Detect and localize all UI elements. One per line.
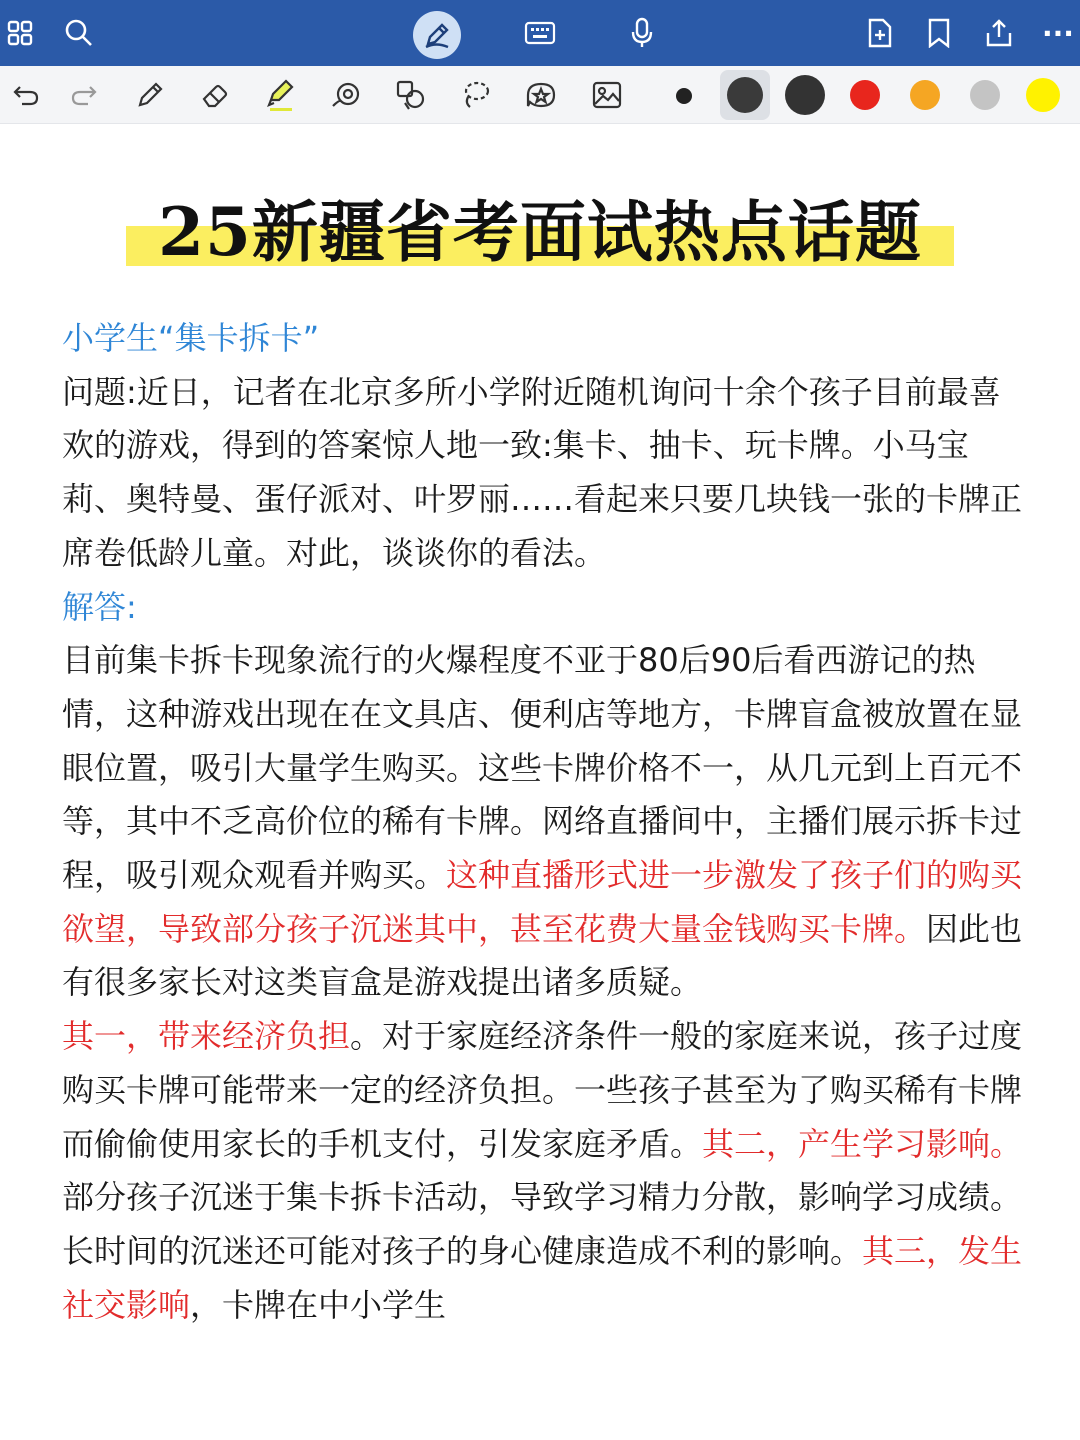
point3-heading: 其三，发生社交影响 bbox=[62, 1231, 1023, 1324]
color-red[interactable] bbox=[850, 80, 880, 110]
search-icon[interactable] bbox=[59, 13, 99, 53]
para1-text-a: 目前集卡拆卡现象流行的火爆程度不亚于80后90后看西游记的热情，这种游戏出现在在文具店、便利店等地方，卡牌盲盒被放置在显眼位置，吸引大量学生购买。这些卡牌价格不一，从几元到上百元不等，其中不乏高价位的稀有卡牌。网络直播间中，主播们展示拆卡过程，吸引观众观看并购买。 bbox=[62, 641, 1023, 895]
question-text: 问题:近日，记者在北京多所小学附近随机询问十余个孩子目前最喜欢的游戏，得到的答案惊人地一致:集卡、抽卡、玩卡牌。小马宝莉、奥特曼、蛋仔派对、叶罗丽……看起来只要几块钱一张的卡牌正席卷低龄儿童。对此，谈谈你的看法。 bbox=[62, 372, 1023, 572]
sticker-icon[interactable] bbox=[391, 75, 431, 115]
keyboard-icon[interactable] bbox=[520, 13, 560, 53]
color-light-gray[interactable] bbox=[970, 80, 1000, 110]
color-yellow[interactable] bbox=[1026, 78, 1060, 112]
shape-icon[interactable] bbox=[326, 75, 366, 115]
microphone-icon[interactable] bbox=[622, 13, 662, 53]
point2-heading: 其二，产生学习影响。 bbox=[702, 1124, 1023, 1163]
eraser-icon[interactable] bbox=[195, 75, 235, 115]
color-dark-gray[interactable] bbox=[727, 77, 763, 113]
note-page bbox=[0, 124, 1080, 1440]
answer-paragraph-2 bbox=[62, 1010, 1028, 1332]
color-charcoal[interactable] bbox=[785, 75, 825, 115]
redo-icon[interactable] bbox=[64, 75, 104, 115]
app-top-bar bbox=[0, 0, 1080, 66]
point1-text: 。对于家庭经济条件一般的家庭来说，孩子过度购买卡牌可能带来一定的经济负担。一些孩子甚至为了购买稀有卡牌而偷偷使用家长的手机支付，引发家庭矛盾。 bbox=[62, 1017, 1023, 1163]
grid-icon[interactable] bbox=[0, 13, 40, 53]
color-black-small[interactable] bbox=[676, 88, 692, 104]
highlighter-icon[interactable] bbox=[260, 75, 300, 115]
share-icon[interactable] bbox=[979, 13, 1019, 53]
pen-mode-icon[interactable] bbox=[413, 11, 461, 59]
point3-text: ，卡牌在中小学生 bbox=[190, 1285, 447, 1324]
star-icon[interactable] bbox=[521, 75, 561, 115]
page-title: 25新疆省考面试热点话题 bbox=[158, 193, 922, 271]
article-body bbox=[62, 312, 1028, 1332]
topic-heading: 小学生“集卡拆卡” bbox=[62, 319, 320, 357]
point2-text: 部分孩子沉迷于集卡拆卡活动，导致学习精力分散，影响学习成绩。长时间的沉迷还可能对孩子的身心健康造成不利的影响。 bbox=[62, 1178, 1023, 1270]
more-icon[interactable]: ··· bbox=[1042, 16, 1074, 50]
image-icon[interactable] bbox=[587, 75, 627, 115]
point1-heading: 其一，带来经济负担 bbox=[62, 1017, 351, 1056]
title-block bbox=[126, 190, 954, 274]
answer-label: 解答: bbox=[62, 587, 137, 626]
undo-icon[interactable] bbox=[6, 75, 46, 115]
color-orange[interactable] bbox=[910, 80, 940, 110]
bookmark-icon[interactable] bbox=[919, 13, 959, 53]
para1-emphasis: 这种直播形式进一步激发了孩子们的购买欲望，导致部分孩子沉迷其中，甚至花费大量金钱购买卡牌。 bbox=[62, 856, 1023, 948]
para1-text-b: 因此也有很多家长对这类盲盒是游戏提出诸多质疑。 bbox=[62, 909, 1023, 1002]
add-page-icon[interactable] bbox=[860, 13, 900, 53]
pen-icon[interactable] bbox=[130, 75, 170, 115]
drawing-toolbar bbox=[0, 66, 1080, 124]
lasso-icon[interactable] bbox=[456, 75, 496, 115]
answer-paragraph-1 bbox=[62, 634, 1028, 1010]
